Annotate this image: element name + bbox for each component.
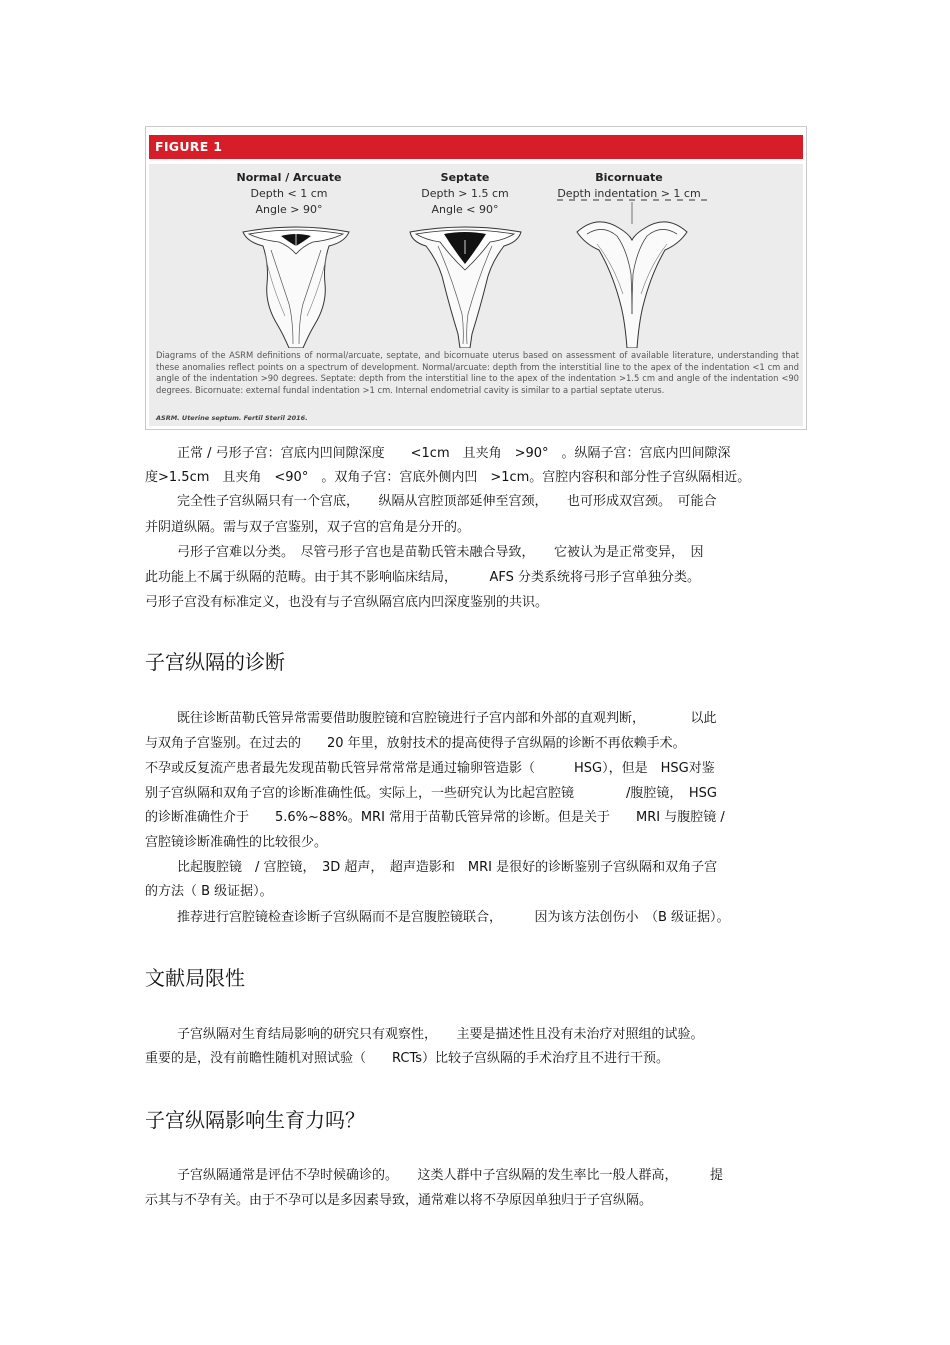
text-line: 重要的是，没有前瞻性随机对照试验（ RCTs）比较子宫纵隔的手术治疗且不进行干预。 [145, 1051, 670, 1066]
text-line: 弓形子宫难以分类。 尽管弓形子宫也是苗勒氏管未融合导致， 它被认为是正常变异， 因 [177, 545, 704, 560]
bicornuate-uterus-illustration [557, 194, 707, 348]
text-line: 度>1.5cm 且夹角 <90° 。双角子宫：宫底外侧内凹 >1cm。宫腔内容积和部分性子宫纵隔相近。 [145, 470, 751, 485]
text-line: 示其与不孕有关。由于不孕可以是多因素导致，通常难以将不孕原因单独归于子宫纵隔。 [145, 1193, 653, 1208]
text-line: 不孕或反复流产患者最先发现苗勒氏管异常常常是通过输卵管造影（ HSG），但是 HSG对鉴 [145, 761, 715, 776]
column-angle: Angle > 90° [255, 203, 323, 216]
column-depth: Depth > 1.5 cm [421, 187, 509, 200]
text-line: 子宫纵隔对生育结局影响的研究只有观察性， 主要是描述性且没有未治疗对照组的试验。 [177, 1027, 704, 1042]
column-angle: Angle < 90° [431, 203, 499, 216]
text-line: 正常 / 弓形子宫：宫底内凹间隙深度 <1cm 且夹角 >90° 。纵隔子宫：宫底内凹间隙深 [177, 446, 731, 461]
figure-caption: Diagrams of the ASRM definitions of normal/arcuate, septate, and bicornuate uterus based on assessment of available literature, understanding that these anomalies reflect points on a spectrum of development. Normal/arcuate: depth from the interstitial line to the apex of the indentation <1 cm and angle of the indentation >90 degrees. Septate: depth from the interstitial line to the apex of the indentation >1.5 cm and angle of the indentation <90 degrees. Bicornuate: external fundal indentation >1 cm. Internal endometrial cavity is similar to a partial septate uterus. [156, 350, 799, 395]
column-title: Normal / Arcuate [236, 171, 342, 184]
normal-arcuate-uterus-illustration [241, 224, 351, 348]
text-line: 比起腹腔镜 / 宫腔镜， 3D 超声， 超声造影和 MRI 是很好的诊断鉴别子宫纵隔和双角子宫 [177, 860, 718, 875]
septate-uterus-illustration [408, 224, 523, 348]
column-depth: Depth indentation > 1 cm [557, 187, 701, 200]
text-line: 弓形子宫没有标准定义，也没有与子宫纵隔宫底内凹深度鉴别的共识。 [145, 595, 549, 610]
text-line: 别子宫纵隔和双角子宫的诊断准确性低。实际上，一些研究认为比起宫腔镜 /腹腔镜， HSG [145, 786, 717, 801]
column-septate [375, 170, 555, 218]
text-line: 完全性子宫纵隔只有一个宫底， 纵隔从宫腔顶部延伸至宫颈， 也可形成双宫颈。 可能合 [177, 494, 717, 509]
section-heading-diagnosis: 子宫纵隔的诊断 [145, 650, 285, 674]
text-line: 的诊断准确性介于 5.6%~88%。MRI 常用于苗勒氏管异常的诊断。但是关于 MRI 与腹腔镜 / [145, 810, 725, 825]
column-title: Bicornuate [595, 171, 663, 184]
figure-source: ASRM. Uterine septum. Fertil Steril 2016. [156, 414, 308, 422]
section-heading-limitations: 文献局限性 [145, 966, 245, 990]
text-line: 既往诊断苗勒氏管异常需要借助腹腔镜和宫腔镜进行子宫内部和外部的直观判断， 以此 [177, 711, 717, 726]
text-line: 宫腔镜诊断准确性的比较很少。 [145, 835, 328, 850]
figure-panel [149, 164, 803, 426]
text-line: 的方法（ B 级证据）。 [145, 884, 273, 899]
section-heading-fertility: 子宫纵隔影响生育力吗？ [145, 1108, 365, 1132]
column-title: Septate [440, 171, 490, 184]
text-line: 与双角子宫鉴别。在过去的 20 年里，放射技术的提高使得子宫纵隔的诊断不再依赖手术。 [145, 736, 686, 751]
text-line: 此功能上不属于纵隔的范畴。由于其不影响临床结局， AFS 分类系统将弓形子宫单独分类。 [145, 570, 701, 585]
figure-1 [145, 126, 807, 430]
text-line: 并阴道纵隔。需与双子宫鉴别，双子宫的宫角是分开的。 [145, 520, 471, 535]
figure-title-bar [149, 135, 803, 159]
text-line: 推荐进行宫腔镜检查诊断子宫纵隔而不是宫腹腔镜联合， 因为该方法创伤小 （B 级证据）。 [177, 910, 730, 925]
column-normal-arcuate [199, 170, 379, 218]
text-line: 子宫纵隔通常是评估不孕时候确诊的。 这类人群中子宫纵隔的发生率比一般人群高， 提 [177, 1168, 724, 1183]
figure-label: FIGURE 1 [155, 139, 223, 154]
column-depth: Depth < 1 cm [250, 187, 328, 200]
